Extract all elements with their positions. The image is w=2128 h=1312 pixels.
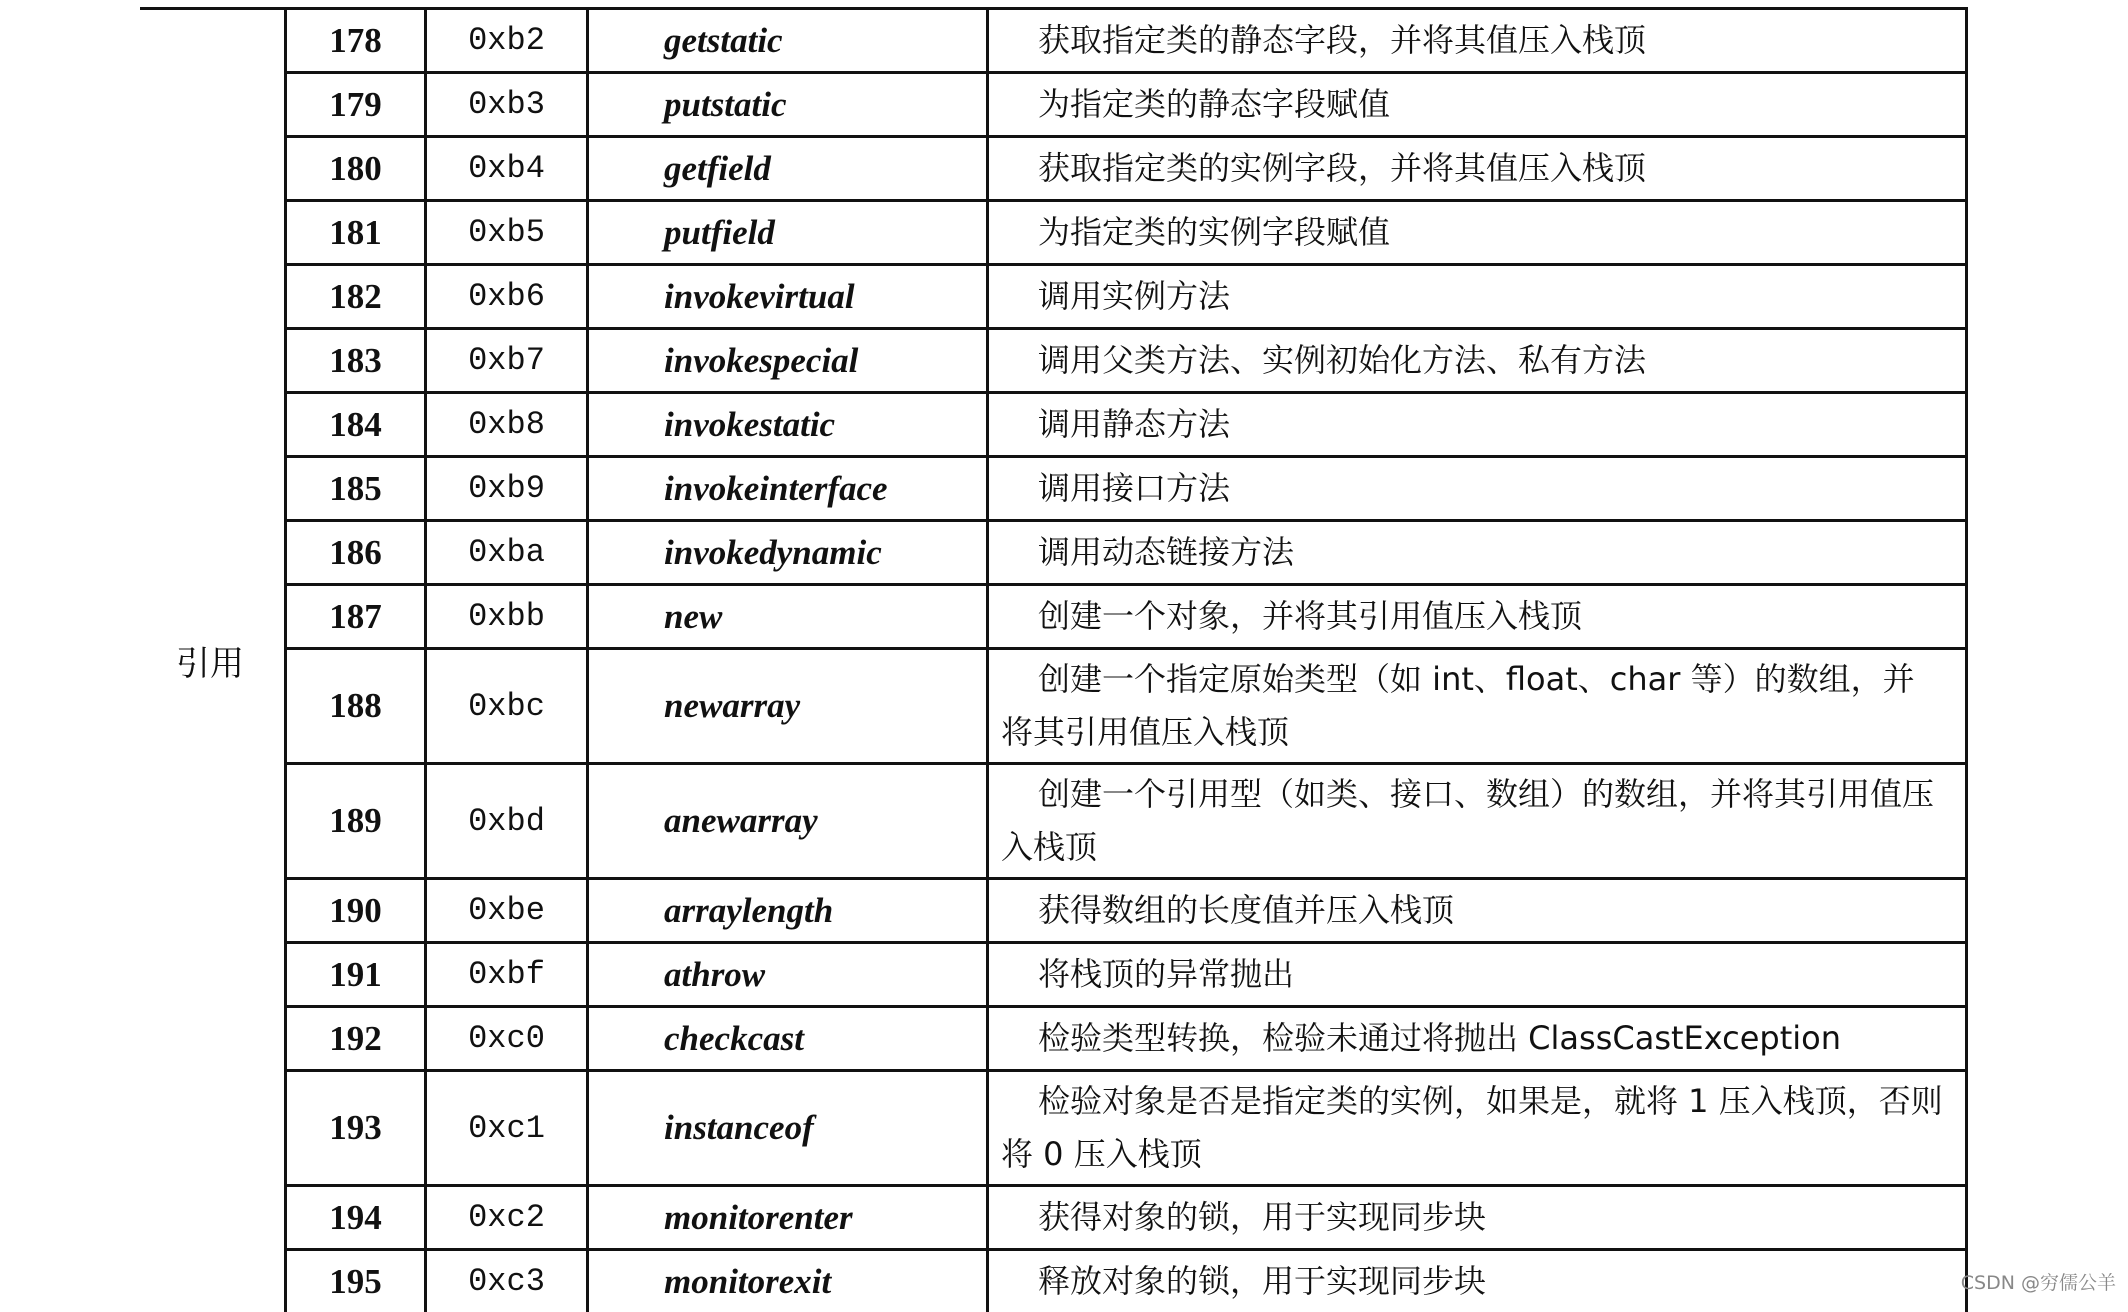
table-row <box>287 71 1965 135</box>
opcode-hex: 0xbb <box>427 586 589 647</box>
opcode-mnemonic: instanceof <box>589 1072 989 1184</box>
table-row <box>287 1184 1965 1248</box>
opcode-description <box>989 880 1965 941</box>
opcode-hex: 0xbe <box>427 880 589 941</box>
opcode-description <box>989 1008 1965 1069</box>
opcode-description <box>989 586 1965 647</box>
opcode-description <box>989 10 1965 71</box>
table-row <box>287 135 1965 199</box>
opcode-decimal: 193 <box>287 1072 427 1184</box>
opcode-hex: 0xbf <box>427 944 589 1005</box>
description-text: 调用动态链接方法 <box>1038 533 1295 571</box>
opcode-mnemonic: new <box>589 586 989 647</box>
description-text: 释放对象的锁，用于实现同步块 <box>1038 1262 1487 1300</box>
table-row <box>287 455 1965 519</box>
table-row <box>287 877 1965 941</box>
opcode-decimal: 191 <box>287 944 427 1005</box>
opcode-hex: 0xb7 <box>427 330 589 391</box>
description-text: 为指定类的静态字段赋值 <box>1038 85 1391 123</box>
table-row <box>287 7 1965 71</box>
opcode-description <box>989 74 1965 135</box>
description-text: 创建一个指定原始类型（如 int、float、char 等）的数组，并将其引用值压入栈顶 <box>1001 660 1915 751</box>
opcode-mnemonic: monitorenter <box>589 1187 989 1248</box>
opcode-mnemonic: athrow <box>589 944 989 1005</box>
opcode-decimal: 185 <box>287 458 427 519</box>
description-text: 调用实例方法 <box>1038 277 1231 315</box>
table-row <box>287 327 1965 391</box>
table-row <box>287 1248 1965 1312</box>
table-top-rule <box>140 7 290 10</box>
opcode-description <box>989 202 1965 263</box>
opcode-hex: 0xb9 <box>427 458 589 519</box>
description-text: 创建一个引用型（如类、接口、数组）的数组，并将其引用值压入栈顶 <box>1001 775 1935 866</box>
opcode-hex: 0xbc <box>427 650 589 762</box>
description-text: 获取指定类的实例字段，并将其值压入栈顶 <box>1038 149 1647 187</box>
opcode-description <box>989 1251 1965 1312</box>
opcode-mnemonic: arraylength <box>589 880 989 941</box>
table-row <box>287 263 1965 327</box>
opcode-hex: 0xc2 <box>427 1187 589 1248</box>
opcode-hex: 0xb4 <box>427 138 589 199</box>
opcode-description <box>989 138 1965 199</box>
opcode-decimal: 178 <box>287 10 427 71</box>
table-row <box>287 199 1965 263</box>
opcode-description <box>989 765 1965 877</box>
description-text: 将栈顶的异常抛出 <box>1038 955 1295 993</box>
description-text: 获取指定类的静态字段，并将其值压入栈顶 <box>1038 21 1647 59</box>
table-row <box>287 762 1965 877</box>
opcode-description <box>989 330 1965 391</box>
opcode-mnemonic: checkcast <box>589 1008 989 1069</box>
opcode-hex: 0xb8 <box>427 394 589 455</box>
opcode-description <box>989 1187 1965 1248</box>
description-text: 获得对象的锁，用于实现同步块 <box>1038 1198 1487 1236</box>
opcode-mnemonic: putstatic <box>589 74 989 135</box>
opcode-description <box>989 944 1965 1005</box>
table-row <box>287 1069 1965 1184</box>
opcode-mnemonic: invokeinterface <box>589 458 989 519</box>
watermark: CSDN @穷儒公羊 <box>1960 1272 2116 1294</box>
description-text: 检验对象是否是指定类的实例，如果是，就将 1 压入栈顶，否则将 0 压入栈顶 <box>1001 1082 1943 1173</box>
table-row <box>287 941 1965 1005</box>
opcode-decimal: 190 <box>287 880 427 941</box>
opcode-mnemonic: invokespecial <box>589 330 989 391</box>
opcode-decimal: 189 <box>287 765 427 877</box>
opcode-mnemonic: invokestatic <box>589 394 989 455</box>
opcode-hex: 0xc0 <box>427 1008 589 1069</box>
description-text: 创建一个对象，并将其引用值压入栈顶 <box>1038 597 1583 635</box>
opcode-decimal: 180 <box>287 138 427 199</box>
opcode-mnemonic: newarray <box>589 650 989 762</box>
table-row <box>287 583 1965 647</box>
opcode-decimal: 195 <box>287 1251 427 1312</box>
opcode-mnemonic: getstatic <box>589 10 989 71</box>
opcode-decimal: 181 <box>287 202 427 263</box>
opcode-decimal: 179 <box>287 74 427 135</box>
opcode-hex: 0xc1 <box>427 1072 589 1184</box>
opcode-mnemonic: getfield <box>589 138 989 199</box>
opcode-decimal: 184 <box>287 394 427 455</box>
description-text: 获得数组的长度值并压入栈顶 <box>1038 891 1455 929</box>
description-text: 调用静态方法 <box>1038 405 1231 443</box>
opcode-description <box>989 458 1965 519</box>
opcode-mnemonic: anewarray <box>589 765 989 877</box>
opcode-hex: 0xb5 <box>427 202 589 263</box>
opcode-hex: 0xb2 <box>427 10 589 71</box>
opcode-description <box>989 266 1965 327</box>
opcode-hex: 0xb6 <box>427 266 589 327</box>
opcode-hex: 0xbd <box>427 765 589 877</box>
opcode-hex: 0xba <box>427 522 589 583</box>
opcode-decimal: 194 <box>287 1187 427 1248</box>
opcode-description <box>989 522 1965 583</box>
opcode-mnemonic: invokedynamic <box>589 522 989 583</box>
table-row <box>287 1005 1965 1069</box>
description-text: 调用父类方法、实例初始化方法、私有方法 <box>1038 341 1647 379</box>
table-row <box>287 519 1965 583</box>
opcode-decimal: 188 <box>287 650 427 762</box>
category-label: 引用 <box>176 644 244 684</box>
opcode-mnemonic: putfield <box>589 202 989 263</box>
opcode-hex: 0xc3 <box>427 1251 589 1312</box>
opcode-description <box>989 394 1965 455</box>
opcode-mnemonic: invokevirtual <box>589 266 989 327</box>
description-text: 为指定类的实例字段赋值 <box>1038 213 1391 251</box>
opcode-decimal: 187 <box>287 586 427 647</box>
opcode-decimal: 182 <box>287 266 427 327</box>
opcode-decimal: 183 <box>287 330 427 391</box>
opcode-mnemonic: monitorexit <box>589 1251 989 1312</box>
opcode-hex: 0xb3 <box>427 74 589 135</box>
opcode-description <box>989 650 1965 762</box>
opcode-decimal: 186 <box>287 522 427 583</box>
description-text: 检验类型转换，检验未通过将抛出 ClassCastException <box>1038 1019 1842 1057</box>
opcode-table <box>284 7 1968 1312</box>
description-text: 调用接口方法 <box>1038 469 1231 507</box>
opcode-decimal: 192 <box>287 1008 427 1069</box>
table-row <box>287 391 1965 455</box>
table-row <box>287 647 1965 762</box>
opcode-description <box>989 1072 1965 1184</box>
